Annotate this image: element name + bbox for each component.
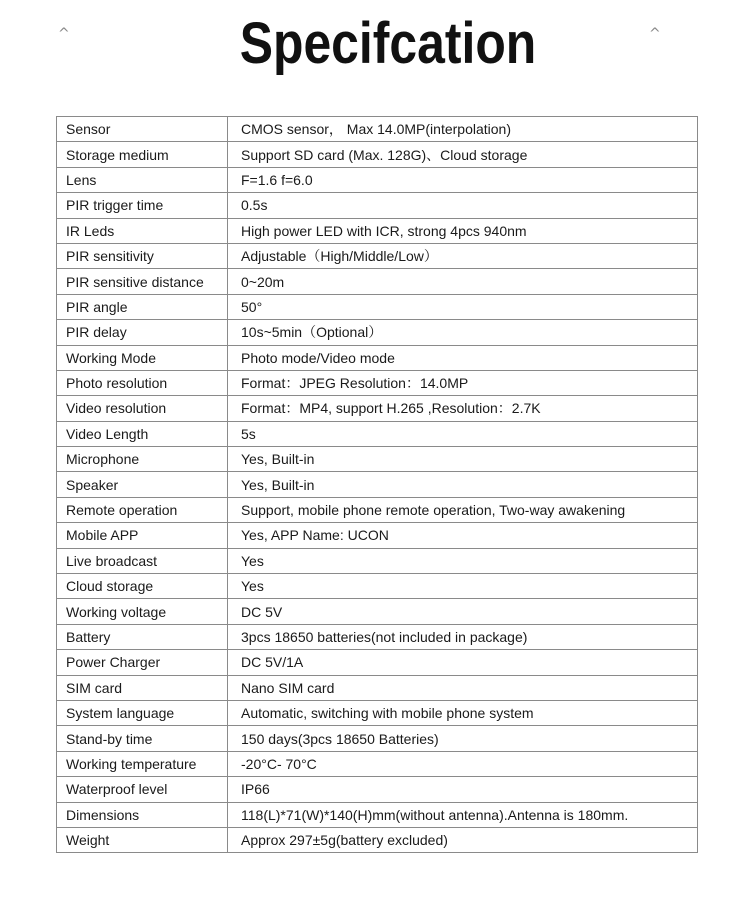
spec-label: Video resolution [57, 396, 228, 421]
spec-value: 118(L)*71(W)*140(H)mm(without antenna).Antenna is 180mm. [228, 802, 698, 827]
spec-value: Yes, Built-in [228, 447, 698, 472]
spec-value: 3pcs 18650 batteries(not included in package) [228, 624, 698, 649]
spec-row [57, 345, 698, 370]
spec-row [57, 269, 698, 294]
spec-row [57, 447, 698, 472]
spec-row [57, 599, 698, 624]
spec-label: Lens [57, 167, 228, 192]
spec-value: 5s [228, 421, 698, 446]
spec-value: F=1.6 f=6.0 [228, 167, 698, 192]
spec-label: Battery [57, 624, 228, 649]
spec-label: PIR delay [57, 320, 228, 345]
spec-label: PIR trigger time [57, 193, 228, 218]
spec-label: Sensor [57, 117, 228, 142]
spec-row [57, 827, 698, 852]
spec-value: Yes [228, 574, 698, 599]
spec-value: Format：MP4, support H.265 ,Resolution：2.7K [228, 396, 698, 421]
spec-value: Automatic, switching with mobile phone system [228, 700, 698, 725]
spec-value: Support, mobile phone remote operation, Two-way awakening [228, 497, 698, 522]
spec-table [56, 116, 698, 853]
spec-label: Video Length [57, 421, 228, 446]
spec-value: 10s~5min（Optional） [228, 320, 698, 345]
spec-row [57, 726, 698, 751]
spec-row [57, 142, 698, 167]
caret-up-icon: ^ [649, 26, 661, 42]
spec-row [57, 218, 698, 243]
spec-row [57, 421, 698, 446]
spec-row [57, 497, 698, 522]
caret-up-icon: ^ [58, 26, 70, 42]
spec-label: Cloud storage [57, 574, 228, 599]
spec-label: PIR sensitive distance [57, 269, 228, 294]
spec-label: Waterproof level [57, 777, 228, 802]
spec-row [57, 193, 698, 218]
spec-row [57, 370, 698, 395]
spec-value: DC 5V [228, 599, 698, 624]
spec-row [57, 802, 698, 827]
spec-row [57, 574, 698, 599]
spec-value: Adjustable（High/Middle/Low） [228, 243, 698, 268]
spec-row [57, 243, 698, 268]
spec-label: Speaker [57, 472, 228, 497]
spec-label: PIR sensitivity [57, 243, 228, 268]
spec-row [57, 751, 698, 776]
spec-label: Dimensions [57, 802, 228, 827]
spec-value: -20°C- 70°C [228, 751, 698, 776]
spec-row [57, 396, 698, 421]
spec-value: 50° [228, 294, 698, 319]
spec-value: High power LED with ICR, strong 4pcs 940nm [228, 218, 698, 243]
spec-value: Support SD card (Max. 128G)、Cloud storage [228, 142, 698, 167]
spec-value: CMOS sensor， Max 14.0MP(interpolation) [228, 117, 698, 142]
spec-value: Approx 297±5g(battery excluded) [228, 827, 698, 852]
spec-label: Working Mode [57, 345, 228, 370]
spec-value: Photo mode/Video mode [228, 345, 698, 370]
spec-value: 150 days(3pcs 18650 Batteries) [228, 726, 698, 751]
spec-label: Working voltage [57, 599, 228, 624]
spec-value: Yes, Built-in [228, 472, 698, 497]
spec-label: Working temperature [57, 751, 228, 776]
spec-row [57, 523, 698, 548]
spec-label: Live broadcast [57, 548, 228, 573]
spec-row [57, 117, 698, 142]
spec-label: Microphone [57, 447, 228, 472]
spec-row [57, 700, 698, 725]
spec-value: 0.5s [228, 193, 698, 218]
spec-label: System language [57, 700, 228, 725]
spec-row [57, 294, 698, 319]
spec-row [57, 777, 698, 802]
spec-value: 0~20m [228, 269, 698, 294]
spec-row [57, 548, 698, 573]
spec-value: Nano SIM card [228, 675, 698, 700]
spec-row [57, 675, 698, 700]
spec-row [57, 650, 698, 675]
spec-value: Yes [228, 548, 698, 573]
spec-row [57, 472, 698, 497]
spec-value: Yes, APP Name: UCON [228, 523, 698, 548]
spec-value: IP66 [228, 777, 698, 802]
spec-label: IR Leds [57, 218, 228, 243]
spec-label: Remote operation [57, 497, 228, 522]
spec-value: DC 5V/1A [228, 650, 698, 675]
spec-label: Storage medium [57, 142, 228, 167]
spec-label: SIM card [57, 675, 228, 700]
spec-label: Stand-by time [57, 726, 228, 751]
spec-value: Format：JPEG Resolution：14.0MP [228, 370, 698, 395]
spec-row [57, 624, 698, 649]
spec-row [57, 167, 698, 192]
spec-label: PIR angle [57, 294, 228, 319]
spec-label: Weight [57, 827, 228, 852]
spec-label: Photo resolution [57, 370, 228, 395]
spec-label: Mobile APP [57, 523, 228, 548]
spec-label: Power Charger [57, 650, 228, 675]
spec-row [57, 320, 698, 345]
page-title: Specifcation [239, 11, 537, 76]
